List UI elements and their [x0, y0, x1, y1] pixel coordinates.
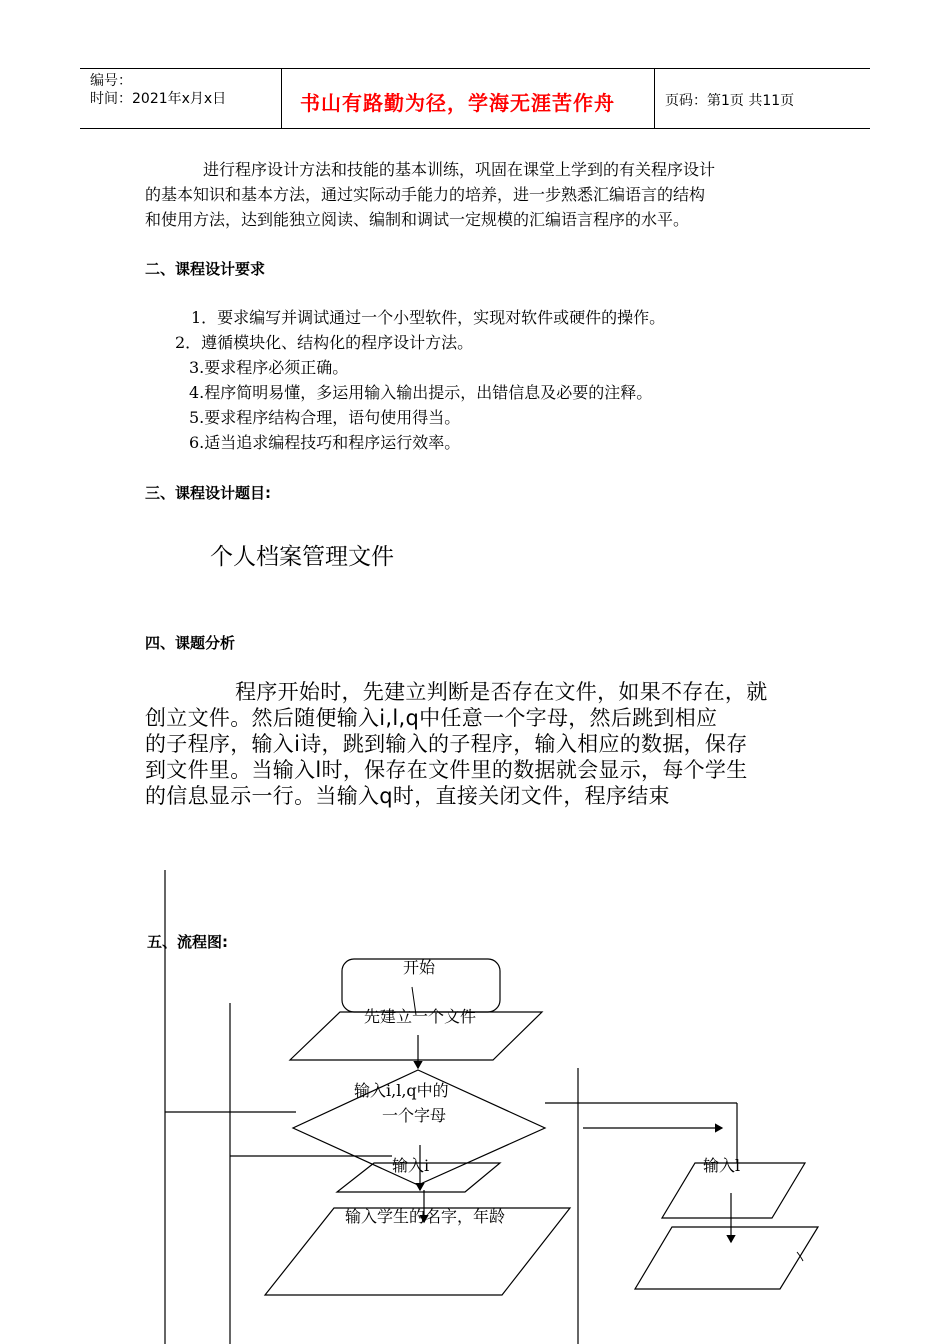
date-text: 时间：2021年x月x日	[90, 91, 227, 107]
section2-title: 二、课程设计要求	[145, 260, 266, 278]
flow-choose-label-2: 一个字母	[382, 1106, 447, 1125]
requirement-item: 6.适当追求编程技巧和程序运行效率。	[189, 433, 461, 452]
requirement-item: 4.程序简明易懂，多运用输入输出提示，出错信息及必要的注释。	[189, 383, 653, 402]
flow-input-i-label: 输入i	[392, 1156, 430, 1175]
page-number: 页码：第1页 共11页	[665, 93, 795, 109]
flow-input-l-label: 输入l	[703, 1156, 741, 1175]
requirement-item: 5.要求程序结构合理，语句使用得当。	[189, 408, 461, 427]
intro-line-3: 和使用方法，达到能独立阅读、编制和调试一定规模的汇编语言程序的水平。	[145, 210, 690, 229]
section4-title: 四、课题分析	[145, 634, 236, 652]
analysis-line-1: 程序开始时，先建立判断是否存在文件，如果不存在，就	[235, 680, 768, 704]
serial-label: 编号：	[90, 73, 132, 89]
section3-title: 三、课程设计题目:	[145, 484, 271, 502]
requirement-item: 2．遵循模块化、结构化的程序设计方法。	[175, 333, 474, 352]
analysis-line-3: 的子程序，输入i诗，跳到输入的子程序，输入相应的数据，保存	[145, 732, 748, 756]
analysis-line-4: 到文件里。当输入l时，保存在文件里的数据就会显示，每个学生	[145, 758, 748, 782]
flow-input-student-label: 输入学生的名字，年龄	[345, 1207, 506, 1226]
flow-start-label: 开始	[403, 958, 436, 977]
requirement-item: 3.要求程序必须正确。	[189, 358, 349, 377]
motto: 书山有路勤为径，学海无涯苦作舟	[300, 91, 615, 115]
flow-create-file-label: 先建立一个文件	[364, 1007, 477, 1026]
flow-choose-label-1: 输入i,l,q中的	[354, 1081, 449, 1100]
section5-title: 五、流程图:	[147, 933, 228, 951]
requirement-item: 1．要求编写并调试通过一个小型软件，实现对软件或硬件的操作。	[191, 308, 666, 327]
intro-line-2: 的基本知识和基本方法，通过实际动手能力的培养，进一步熟悉汇编语言的结构	[145, 185, 706, 204]
topic-title: 个人档案管理文件	[210, 544, 394, 570]
analysis-line-2: 创立文件。然后随便输入i,l,q中任意一个字母，然后跳到相应	[145, 706, 718, 730]
intro-line-1: 进行程序设计方法和技能的基本训练，巩固在课堂上学到的有关程序设计	[203, 160, 716, 179]
display-box	[635, 1227, 818, 1289]
analysis-line-5: 的信息显示一行。当输入q时，直接关闭文件，程序结束	[145, 784, 670, 808]
